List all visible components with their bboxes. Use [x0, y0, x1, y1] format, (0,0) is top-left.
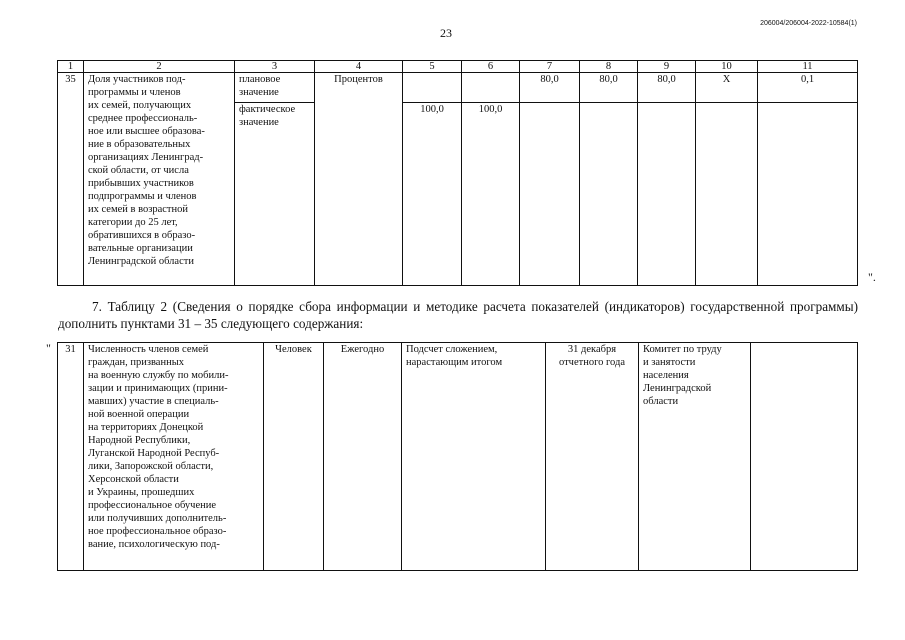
unit-cell: Человек: [264, 343, 324, 571]
fact-value-9: [638, 103, 696, 286]
page-number: 23: [440, 26, 452, 40]
table-row-plan: [58, 73, 858, 103]
column-header: 3: [235, 61, 315, 73]
indicator-name: Численность членов семей граждан, призванных на военную службу по мобили- зации и принимающих (прини- мавших) участие в специаль- ной военной операции на территориях Донецкой Народной Республики, Луганской Народной Респуб- лики, Запорожской области, Херсонской области и Украины, прошедших профессиональное обучение или получивших дополнитель- ное профессиональное образо- вание, психологическую под-: [84, 343, 264, 571]
column-header: 1: [58, 61, 84, 73]
unit-cell: Процентов: [315, 73, 403, 286]
column-header: 9: [638, 61, 696, 73]
fact-value-10: [696, 103, 758, 286]
fact-value-7: [520, 103, 580, 286]
method-cell: Подсчет сложением, нарастающим итогом: [402, 343, 546, 571]
plan-label: плановое значение: [235, 73, 315, 103]
indicator-name: Доля участников под- программы и членов их семей, получающих среднее профессиональ- ное или высшее образова- ние в образовательных организациях Ленинград- ской области, от числа прибывших участников подпрограммы и членов их семей в возрастной категории до 25 лет, обратившихся в образо- вательные организации Ленинградской области: [84, 73, 235, 286]
fact-value-6: 100,0: [462, 103, 520, 286]
extra-cell: [751, 343, 858, 571]
plan-value-8: 80,0: [580, 73, 638, 103]
column-header: 2: [84, 61, 235, 73]
closing-quote: ".: [868, 270, 876, 284]
column-header: 4: [315, 61, 403, 73]
document-code: 206004/206004-2022-10584(1): [760, 20, 857, 27]
date-cell: 31 декабря отчетного года: [546, 343, 639, 571]
fact-value-8: [580, 103, 638, 286]
opening-quote: ": [46, 341, 51, 355]
fact-value-5: 100,0: [403, 103, 462, 286]
fact-value-11: [758, 103, 858, 286]
plan-value-10: X: [696, 73, 758, 103]
column-header: 5: [403, 61, 462, 73]
plan-value-6: [462, 73, 520, 103]
column-header: 11: [758, 61, 858, 73]
fact-label: фактическое значение: [235, 103, 315, 286]
row-number: 31: [58, 343, 84, 571]
responsible-cell: Комитет по труду и занятости населения Ленинградской области: [639, 343, 751, 571]
plan-value-7: 80,0: [520, 73, 580, 103]
row-number: 35: [58, 73, 84, 286]
plan-value-11: 0,1: [758, 73, 858, 103]
frequency-cell: Ежегодно: [324, 343, 402, 571]
indicators-table: [57, 60, 858, 286]
column-header: 7: [520, 61, 580, 73]
methodology-table: [57, 342, 858, 571]
column-header: 8: [580, 61, 638, 73]
table-row: [58, 343, 858, 571]
plan-value-5: [403, 73, 462, 103]
column-header: 6: [462, 61, 520, 73]
amendment-paragraph: 7. Таблицу 2 (Сведения о порядке сбора информации и методике расчета показателей (индикаторов) государственной программы) дополнить пунктами 31 – 35 следующего содержания:: [58, 299, 858, 331]
plan-value-9: 80,0: [638, 73, 696, 103]
column-header: 10: [696, 61, 758, 73]
table-header-row: [58, 61, 858, 73]
